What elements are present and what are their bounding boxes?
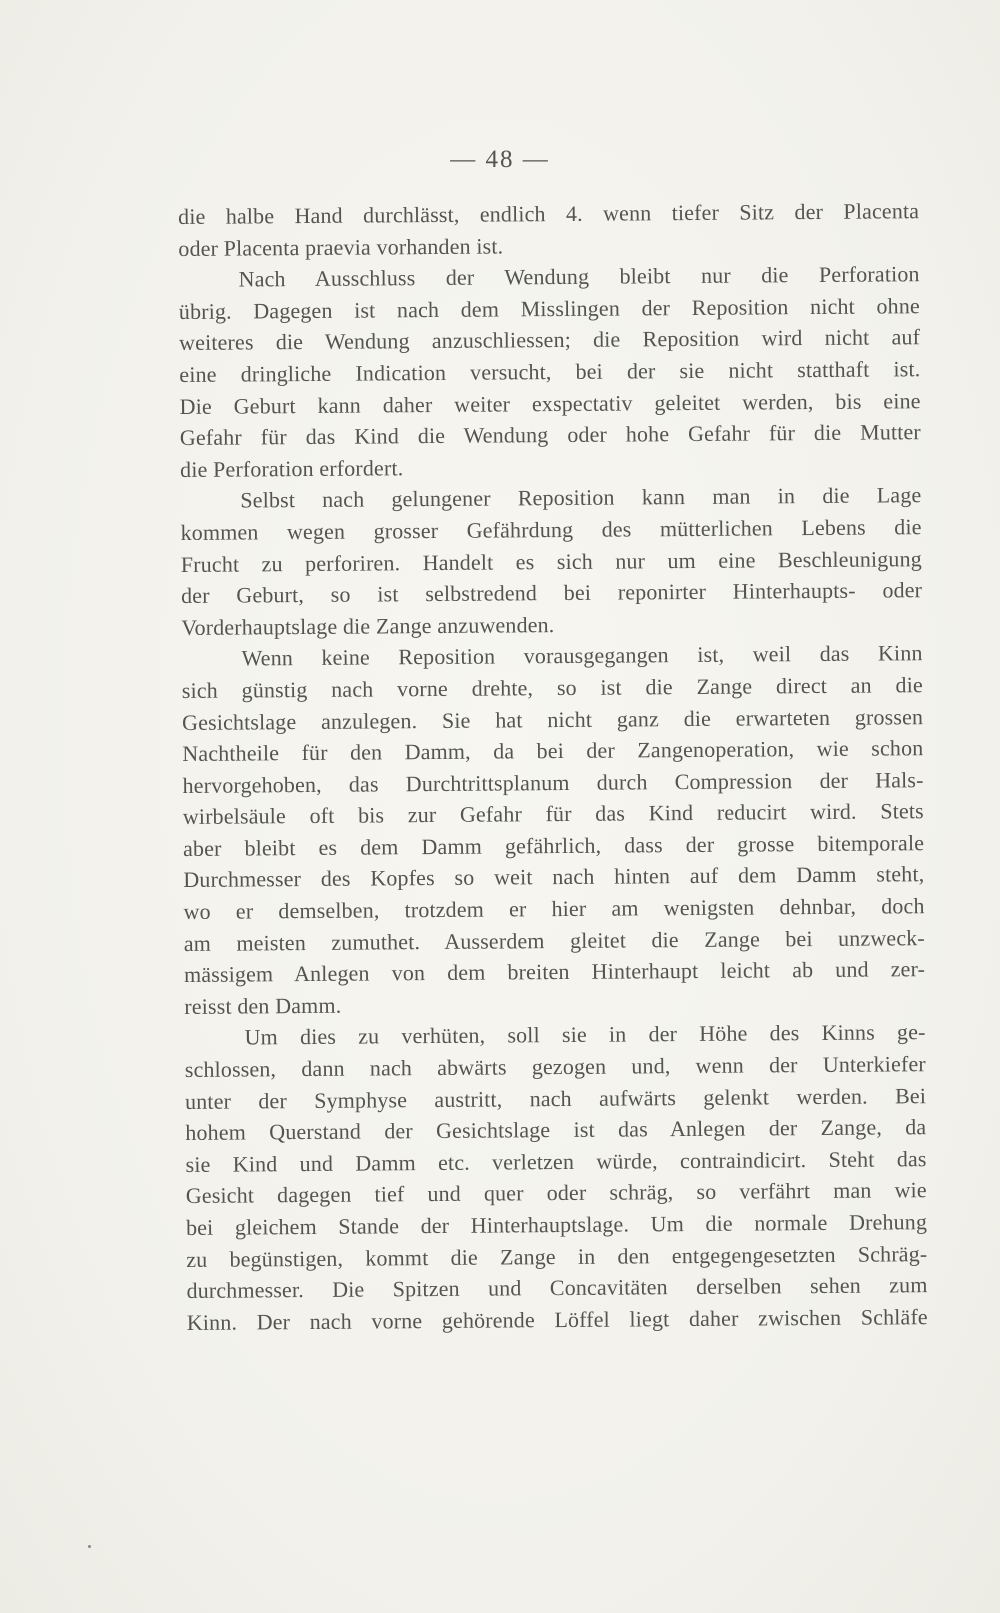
text-line: übrig. Dagegen ist nach dem Misslingen der Reposition nicht ohne <box>178 292 920 324</box>
text-line: kommen wegen grosser Gefährdung des mütterlichen Lebens die <box>180 514 922 545</box>
text-line: Nachtheile für den Damm, da bei der Zangenoperation, wie schon <box>182 735 924 767</box>
text-line: reisst den Damm. <box>184 992 342 1019</box>
text-line: Selbst nach gelungener Reposition kann man in die Lage <box>240 482 922 513</box>
text-line: sich günstig nach vorne drehte, so ist die Zange direct an die <box>181 672 923 703</box>
text-line: die Perforation erfordert. <box>180 454 404 482</box>
text-line: Gesichtslage anzulegen. Sie hat nicht ganz die erwarteten grossen <box>181 703 924 735</box>
text-line: hohem Querstand der Gesichtslage ist das Anlegen der Zange, da <box>185 1114 927 1146</box>
text-line: Wenn keine Reposition vorausgegangen ist, weil das Kinn <box>241 640 923 671</box>
page-number: — 48 — <box>450 146 550 173</box>
text-line: wo er demselben, trotzdem er hier am wenigsten dehnbar, doch <box>183 893 925 925</box>
text-line: Frucht zu perforiren. Handelt es sich nur um eine Beschleunigung <box>180 545 922 577</box>
text-line: zu begünstigen, kommt die Zange in den entgegengesetzten Schräg- <box>186 1240 928 1272</box>
text-line: schlossen, dann nach abwärts gezogen und, wenn der Unterkiefer <box>184 1051 926 1083</box>
text-line: durchmesser. Die Spitzen und Concavitäten derselben sehen zum <box>186 1272 928 1304</box>
text-line: eine dringliche Indication versucht, bei der sie nicht statthaft ist. <box>179 356 921 387</box>
text-line: wirbelsäule oft bis zur Gefahr für das Kind reducirt wird. Stets <box>182 798 924 830</box>
scan-speck <box>88 1545 91 1548</box>
text-line: sie Kind und Damm etc. verletzen würde, contraindicirt. Steht das <box>185 1145 927 1177</box>
text-line: oder Placenta praevia vorhanden ist. <box>178 233 504 261</box>
text-line: hervorgehoben, das Durchtrittsplanum durch Compression der Hals- <box>182 766 924 798</box>
text-line: bei gleichem Stande der Hinterhauptslage. Um die normale Drehung <box>185 1209 928 1240</box>
text-line: Gesicht dagegen tief und quer oder schräg, so verfährt man wie <box>185 1177 927 1209</box>
text-line: Kinn. Der nach vorne gehörende Löffel liegt daher zwischen Schläfe <box>186 1303 928 1335</box>
text-line: aber bleibt es dem Damm gefährlich, dass der grosse bitemporale <box>182 830 925 861</box>
text-line: am meisten zumuthet. Ausserdem gleitet die Zange bei unzweck- <box>183 924 925 956</box>
text-line: weiteres die Wendung anzuschliessen; die Reposition wird nicht auf <box>179 324 921 356</box>
text-line: Vorderhauptslage die Zange anzuwenden. <box>181 611 555 640</box>
text-line: der Geburt, so ist selbstredend bei reponirter Hinterhaupts- oder <box>181 577 923 609</box>
text-line: Die Geburt kann daher weiter exspectativ geleitet werden, bis eine <box>179 387 921 419</box>
text-line: mässigem Anlegen von dem breiten Hinterhaupt leicht ab und zer- <box>183 956 926 988</box>
text-line: die halbe Hand durchlässt, endlich 4. wenn tiefer Sitz der Placenta <box>178 198 920 229</box>
text-line: Nach Ausschluss der Wendung bleibt nur die Perforation <box>238 261 920 292</box>
text-line: Um dies zu verhüten, soll sie in der Höhe des Kinns ge- <box>244 1019 926 1050</box>
text-line: Durchmesser des Kopfes so weit nach hinten auf dem Damm steht, <box>183 861 925 893</box>
body-text <box>178 195 928 1338</box>
text-line: unter der Symphyse austritt, nach aufwärts gelenkt werden. Bei <box>184 1082 927 1114</box>
text-line: Gefahr für das Kind die Wendung oder hohe Gefahr für die Mutter <box>179 419 921 451</box>
